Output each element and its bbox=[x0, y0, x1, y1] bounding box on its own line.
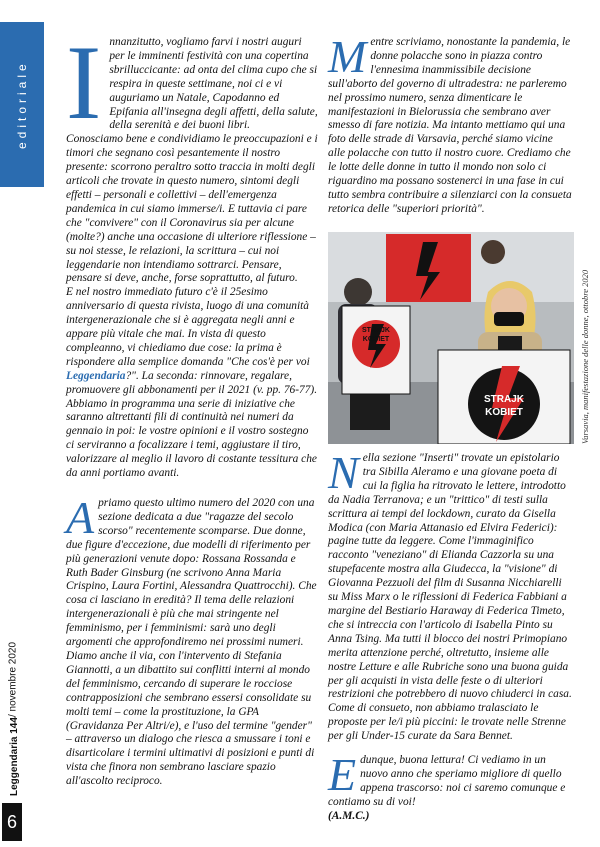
page-number: 6 bbox=[2, 803, 22, 841]
issue-date: / novembre 2020 bbox=[7, 642, 19, 718]
sidebar bbox=[0, 0, 44, 847]
sign-left-line2: KOBIET bbox=[362, 336, 390, 343]
left-paragraph-2: Conosciamo bene e condividiamo le preoccupazioni e i timori che segnano così pesantemente il nostro presente: scorrono peraltro sotto traccia in molti degli articoli che trovate in questo numero, sintomi degli effetti – personali e collettivi – dell'emergenza pandemica in cui siamo immerse/i. E tuttavia ci pare che "convivere" con il Coronavirus sia per alcune (molte?) anche una occasione di ulteriore riflessione – su noi stesse, le relazioni, la scrittura – cui noi leggendarie non intendiamo sottrarci. Pensare, pensare si deve, anche, forse soprattutto, al futuro. bbox=[66, 133, 318, 285]
dropcap-i: I bbox=[66, 24, 102, 141]
left-paragraph-5: Diamo anche il via, con l'intervento di Stefania Giannotti, a un dibattito sui conflitti interni al mondo del femminismo, cercando di superare le rocciose contrapposizioni che sembrano essersi consolidate su molti temi – come la prostituzione, la GPA (Gravidanza Per Altri/e), e l'uso del termine "gender" – attraverso un dialogo che riesca a smussare i toni e disarticolare i termini ultimativi di posizioni e punti di vista che finora non sembrano lasciare spazio all'ascolto reciproco. bbox=[66, 649, 315, 788]
right-paragraph-3 bbox=[328, 749, 572, 810]
anniversary-text: E nel nostro immediato futuro c'è il 25esimo anniversario di questa rivista, luogo di una comunità intergenerazionale che si è aggregata negli anni e appare più vitale che mai. In vista di questo compleanno, vi chiediamo due cose: la prima è rispondere alla semplice domanda "Che cos'è per voi bbox=[66, 286, 310, 368]
tribute-text: priamo questo ultimo numero del 2020 con una sezione dedicata a due "ragazze del secolo scorso" recentemente scomparse. Due donne, due figure d'eccezione, due modelli di riferimento per più generazioni venute dopo: Rossana Rossanda e Ruth Bader Ginsburg (ne scrivono Anna Maria Crispino, Laura Fortini, Alessandra Quattrocchi). Che cosa ci lasciano in eredità? Il tema delle relazioni intergenerazionali è più che mai stringente nel femminismo, per i femminismi: sarà uno degli argomenti che approfondiremo nei prossimi numeri. bbox=[66, 497, 317, 649]
issue-name: Leggendaria 144 bbox=[9, 717, 20, 796]
sign-right-line1: STRAJK bbox=[483, 394, 525, 405]
signature: (A.M.C.) bbox=[328, 809, 370, 822]
protest-photo bbox=[328, 232, 574, 444]
sign-right-line2: KOBIET bbox=[485, 407, 523, 418]
left-paragraph-4 bbox=[66, 492, 318, 650]
spacer bbox=[328, 744, 572, 754]
left-column bbox=[66, 24, 318, 789]
sign-left-line1: STRAJK bbox=[361, 327, 391, 334]
leggendaria-link[interactable]: Leggendaria bbox=[66, 369, 126, 382]
dropcap-a: A bbox=[66, 492, 95, 543]
photo-caption: Varsavia, manifestazione delle donne, ottobre 2020 bbox=[580, 269, 590, 444]
dropcap-e: E bbox=[328, 749, 357, 801]
dropcap-n: N bbox=[328, 447, 359, 498]
left-paragraph-1 bbox=[66, 24, 318, 141]
left-paragraph-3 bbox=[66, 286, 318, 481]
intro-text: nnanzitutto, vogliamo farvi i nostri auguri per le imminenti festività con una copertina sbrilluccicante: ad onta del clima cupo che si respira in queste settimane, noi ci e vi auguriamo un Natale, Capodanno ed Epifania all'insegna degli affetti, della salute, della serenità e dei buoni libri. bbox=[109, 36, 318, 132]
poland-text: entre scriviamo, nonostante la pandemia, le donne polacche sono in piazza contro l'ennesima inammissibile decisione sull'aborto del governo di ultradestra: ne parleremo nel prossimo numero, senza dimenticare le manifestazioni in Bielorussia che sembrano aver smesso di fare notizia. Ma intanto mettiamo qui una foto delle strade di Varsavia, perché siamo vicine alle polacche con tutto il nostro cuore. Crediamo che le lotte delle donne in tutto il mondo non solo ci riguardino ma possano sostenerci in una fase in cui tutto sembra contribuire a silenziarci con la consueta retorica delle "superiori priorità". bbox=[328, 36, 572, 215]
protest-photo-illustration bbox=[328, 232, 574, 444]
closing-text: dunque, buona lettura! Ci vediamo in un nuovo anno che speriamo migliore di quello appena trascorso: noi ci saremo comunque e contiamo su di voi! bbox=[328, 754, 566, 808]
right-column bbox=[328, 31, 572, 217]
inserts-text: ella sezione "Inserti" trovate un epistolario tra Sibilla Aleramo e una giovane poeta di cui la figlia ha ritrovato le lettere, introdotto da Nadia Terranova; e un "trittico" di testi sulla scrittura ai tempi del lockdown, curato da Gisella Modica (con Maria Attanasio ed Elvira Federici): pagine tutte da leggere. Come l'immaginifico racconto "veneziano" di Elianda Cazzorla su una stupefacente mostra alla Giudecca, la "visione" di Giovanna Pezzuoli del film di Susanna Nicchiarelli su Miss Marx o le riflessioni di Federica Fabbiani a margine del Bestiario Haraway di Federica Timeto, che si intreccia con l'articolo di Isabella Pinto su Anna Tsing. Ma tutti il blocco dei nostri Primopiano merita attenzione perché, oltretutto, insieme alle nostre Letture e alle Rubriche sono una buona guida per gli acquisti in vista delle feste o di ulteriori restrizioni che potrebbero di nuovo chiuderci in casa. Come di consueto, non abbiamo tralasciato le proposte per le/i più piccini: le trovate nelle Strenne per gli Under-15 curate da Sara Bennet. bbox=[328, 452, 572, 743]
issue-label bbox=[4, 642, 22, 796]
dropcap-m: M bbox=[328, 31, 367, 82]
right-paragraph-2 bbox=[328, 447, 572, 744]
right-paragraph-1 bbox=[328, 31, 572, 217]
right-column-lower bbox=[328, 447, 572, 824]
section-label: editoriale bbox=[15, 60, 29, 150]
subscription-text: ?". La seconda: rinnovare, regalare, promuovere gli abbonamenti per il 2021 (v. pp. 76-77). Abbiamo in programma una serie di iniziative che saranno altrettanti fili di continuità nei numeri da gennaio in poi: le vostre opinioni e il vostro sostegno ci serviranno a focalizzare i temi, aggiustare il tiro, valorizzare al meglio il lavoro di costante tessitura che da anni portiamo avanti. bbox=[66, 369, 318, 480]
spacer bbox=[66, 481, 318, 497]
